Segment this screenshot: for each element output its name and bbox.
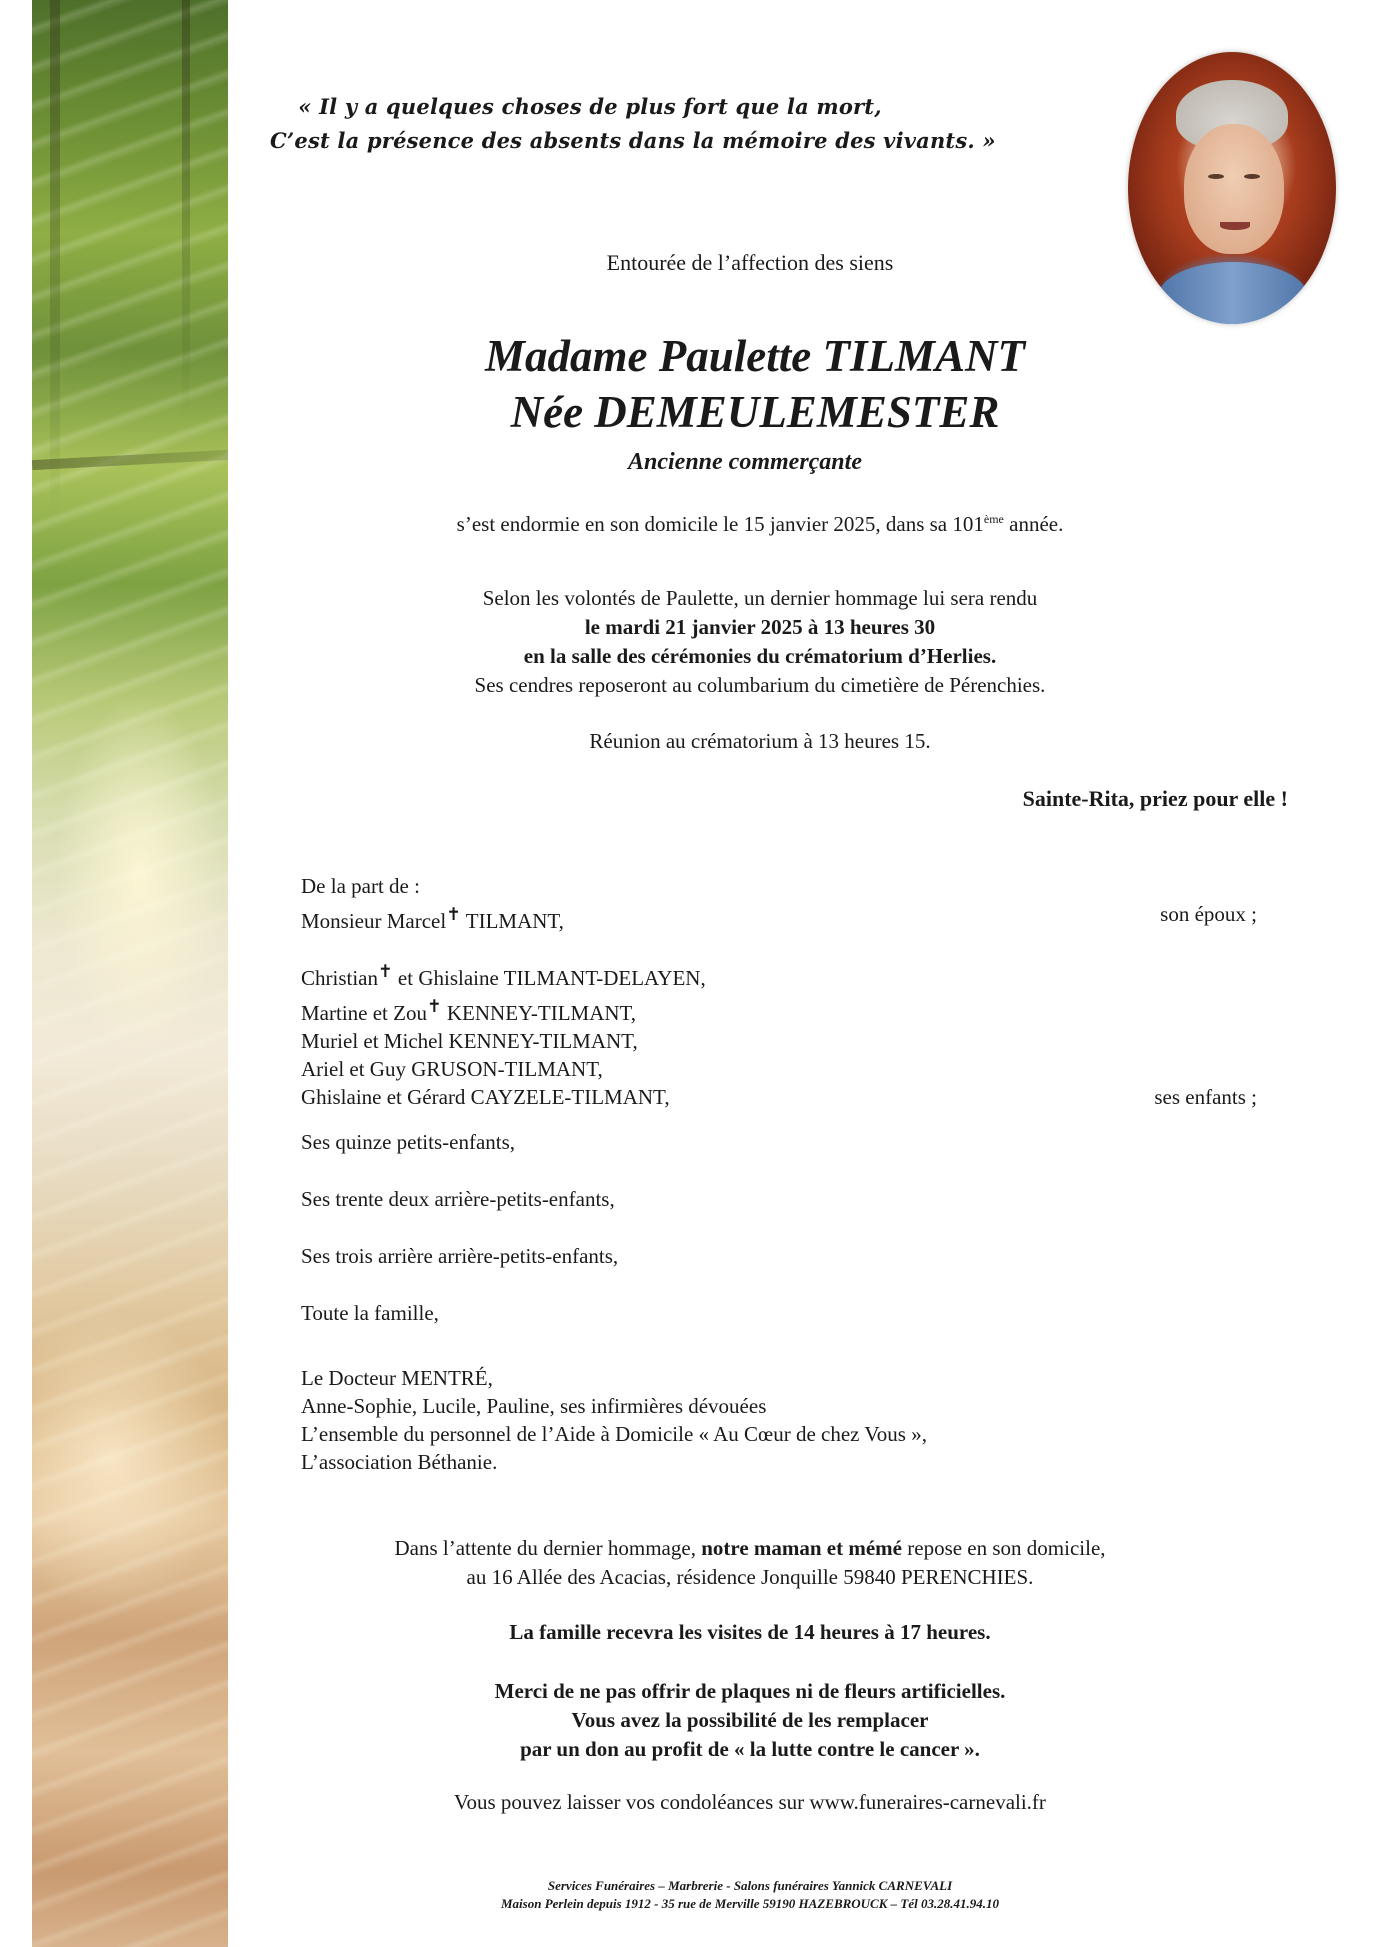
- family-spouse-section: [301, 872, 1261, 935]
- portrait-collar: [1158, 262, 1308, 324]
- nurses-line: Anne-Sophie, Lucile, Pauline, ses infirmières dévouées: [301, 1394, 767, 1418]
- portrait-mouth: [1220, 222, 1250, 230]
- quote-line-1: « Il y a quelques choses de plus fort que la mort,: [298, 94, 882, 119]
- ceremony-line-1: Selon les volontés de Paulette, un dernier hommage lui sera rendu: [482, 586, 1038, 610]
- child-row: [301, 1027, 1261, 1055]
- ceremony-date: [330, 613, 1190, 642]
- deceased-cross-icon: [446, 904, 461, 924]
- footer-line-1: Services Funéraires – Marbrerie - Salons funéraires Yannick CARNEVALI: [547, 1878, 953, 1893]
- family-intro: De la part de :: [301, 874, 420, 898]
- ceremony-line-4: Ses cendres reposeront au columbarium du cimetière de Pérenchies.: [474, 673, 1046, 697]
- deceased-title: Ancienne commerçante: [628, 449, 862, 475]
- deceased-cross-icon: [427, 996, 442, 1016]
- children-relation: ses enfants ;: [1154, 1085, 1257, 1109]
- tree-trunk: [50, 0, 60, 520]
- tree-trunk: [182, 0, 190, 420]
- family-children-section: [301, 957, 1261, 1111]
- name-line-1: Madame Paulette TILMANT: [485, 331, 1025, 381]
- child-row: [301, 992, 1261, 1027]
- child-row: [301, 1083, 1261, 1111]
- association-line: L’association Béthanie.: [301, 1450, 498, 1474]
- name-line-2: Née DEMEULEMESTER: [510, 387, 1000, 437]
- vigil-address: au 16 Allée des Acacias, résidence Jonquille 59840 PERENCHIES.: [466, 1565, 1034, 1589]
- passing-text: s’est endormie en son domicile le 15 janvier 2025, dans sa 101: [456, 512, 984, 536]
- portrait-eye: [1244, 174, 1260, 179]
- flowers-notice: [300, 1677, 1200, 1764]
- home-care-line: L’ensemble du personnel de l’Aide à Domicile « Au Cœur de chez Vous »,: [301, 1422, 927, 1446]
- vigil-bold: notre maman et mémé: [701, 1536, 902, 1560]
- cross-glyph: ✝: [446, 904, 461, 924]
- portrait-eye: [1208, 174, 1224, 179]
- child-name: [301, 957, 706, 992]
- spouse-relation: son époux ;: [1160, 902, 1257, 926]
- ceremony-date-text: le mardi 21 janvier 2025 à 13 heures 30: [584, 615, 936, 639]
- flowers-line-1: Merci de ne pas offrir de plaques ni de fleurs artificielles.: [494, 1679, 1006, 1703]
- vigil-line-1: [300, 1534, 1200, 1563]
- vigil-after: repose en son domicile,: [902, 1536, 1106, 1560]
- child-row: [301, 957, 1261, 992]
- condolences-notice: Vous pouvez laisser vos condoléances sur www.funeraires-carnevali.fr: [454, 1790, 1046, 1814]
- spouse-row: [301, 900, 1261, 935]
- passing-superscript: ème: [983, 512, 1004, 526]
- ceremony-place: [330, 642, 1190, 671]
- spouse-name: [301, 900, 564, 935]
- light-rays: [32, 0, 228, 1947]
- child-rest: KENNEY-TILMANT,: [441, 1001, 637, 1025]
- grandchildren-line: Ses quinze petits-enfants,: [301, 1130, 516, 1154]
- footer-line-2: Maison Perlein depuis 1912 - 35 rue de Merville 59190 HAZEBROUCK – Tél 03.28.41.94.10: [501, 1896, 999, 1911]
- spouse-first: Monsieur Marcel: [301, 909, 447, 933]
- quote-line-2: C’est la présence des absents dans la mémoire des vivants. »: [270, 128, 996, 153]
- whole-family-line: Toute la famille,: [301, 1301, 439, 1325]
- child-name: Muriel et Michel KENNEY-TILMANT,: [301, 1029, 638, 1053]
- deceased-cross-icon: [378, 961, 393, 981]
- flowers-line-3: par un don au profit de « la lutte contre le cancer ».: [520, 1737, 980, 1761]
- child-first: Martine et Zou: [301, 1001, 427, 1025]
- vigil-notice: [300, 1534, 1200, 1592]
- cross-glyph: ✝: [426, 996, 442, 1016]
- ceremony-details: [330, 584, 1190, 700]
- funeral-home-footer: [300, 1877, 1200, 1913]
- flowers-line-2: Vous avez la possibilité de les remplacer: [571, 1708, 929, 1732]
- spouse-surname: TILMANT,: [460, 909, 564, 933]
- intro-text: Entourée de l’affection des siens: [606, 250, 894, 275]
- visits-notice: La famille recevra les visites de 14 heures à 17 heures.: [509, 1620, 991, 1644]
- child-name: Ariel et Guy GRUSON-TILMANT,: [301, 1057, 603, 1081]
- doctor-line: Le Docteur MENTRÉ,: [301, 1366, 493, 1390]
- portrait-photo: [1128, 52, 1336, 324]
- deceased-name: [360, 328, 1150, 440]
- cross-glyph: ✝: [378, 961, 393, 981]
- medical-thanks-section: [301, 1364, 927, 1476]
- forest-sidebar-image: [32, 0, 228, 1947]
- epigraph-quote: [270, 90, 996, 158]
- child-name: Ghislaine et Gérard CAYZELE-TILMANT,: [301, 1085, 670, 1109]
- child-first: Christian: [301, 966, 378, 990]
- passing-text-end: année.: [1003, 512, 1064, 536]
- reunion-notice: Réunion au crématorium à 13 heures 15.: [589, 729, 931, 753]
- great-grandchildren-line: Ses trente deux arrière-petits-enfants,: [301, 1187, 615, 1211]
- child-row: [301, 1055, 1261, 1083]
- passing-notice: [330, 512, 1190, 537]
- child-rest: et Ghislaine TILMANT-DELAYEN,: [392, 966, 706, 990]
- vigil-before: Dans l’attente du dernier hommage,: [394, 1536, 702, 1560]
- ceremony-place-text: en la salle des cérémonies du crématorium d’Herlies.: [523, 644, 997, 668]
- prayer-line: Sainte-Rita, priez pour elle !: [1022, 786, 1288, 811]
- child-name: [301, 992, 636, 1027]
- portrait-face: [1184, 124, 1284, 254]
- great-great-grandchildren-line: Ses trois arrière arrière-petits-enfants,: [301, 1244, 619, 1268]
